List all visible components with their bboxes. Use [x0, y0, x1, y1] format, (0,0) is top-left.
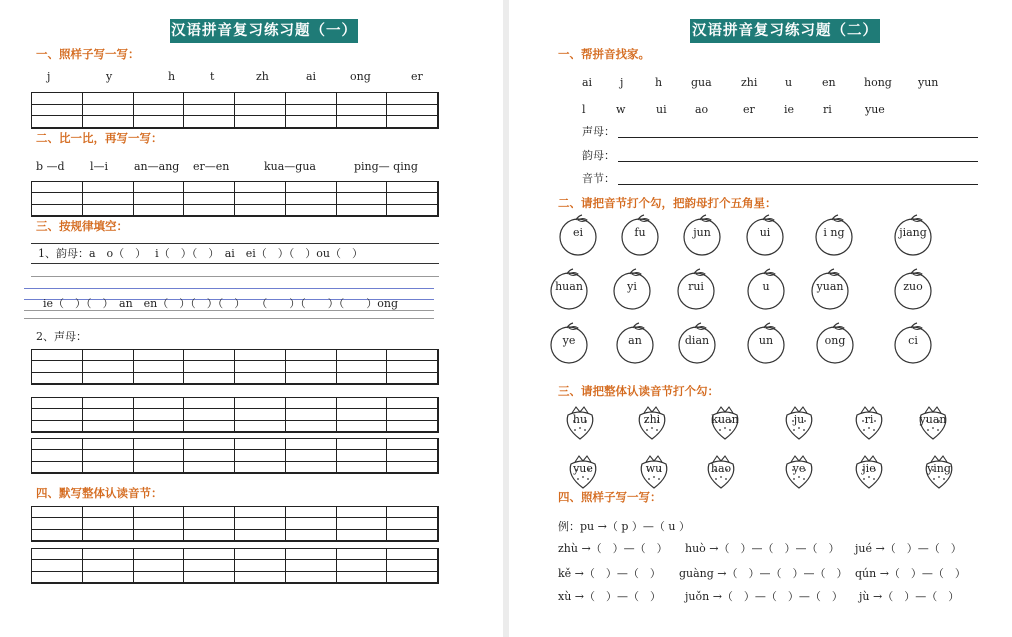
section-2-heading: 二、比一比，再写一写： [36, 131, 163, 145]
strawberry-syllable-card[interactable] [703, 452, 739, 488]
syllable-text: kuan [711, 413, 739, 426]
letter: zh [256, 70, 269, 83]
worksheet-page-2 [509, 0, 1012, 637]
syllable-text: zuo [903, 280, 923, 293]
section-2-heading: 二、请把音节打个勾，把韵母打个五角星： [558, 196, 777, 210]
syllable: j [620, 76, 624, 89]
syllable-text: yuan [919, 413, 947, 426]
syllable-text: ju [793, 413, 805, 426]
ruled-line [24, 288, 434, 289]
syllable-text: dian [684, 334, 710, 347]
writing-grid[interactable] [31, 548, 439, 584]
strawberry-syllable-card[interactable] [921, 452, 957, 488]
pair-text: an—ang [134, 160, 180, 173]
pattern-line-2: ie（ ）（ ） an en（ ）（ ）（ ） （ ）（ ）（ ）ong [43, 297, 399, 310]
apple-syllable-card[interactable] [677, 322, 717, 362]
syllable-text: an [628, 334, 642, 347]
syllable: gua [691, 76, 712, 89]
syllable-text: yue [573, 462, 593, 475]
syllable: ai [582, 76, 593, 89]
page-title: 汉语拼音复习练习题（二） [690, 19, 880, 43]
apple-syllable-card[interactable] [745, 214, 785, 254]
section-4-heading: 四、照样子写一写： [558, 490, 662, 504]
syllable: yue [865, 103, 885, 116]
pair-text: b —d [36, 160, 65, 173]
ruled-line [31, 276, 439, 277]
writing-grid[interactable] [31, 397, 439, 433]
apple-syllable-card[interactable] [814, 214, 854, 254]
worksheet-page-1 [0, 0, 503, 637]
apple-syllable-card[interactable] [893, 268, 933, 308]
example-row: 例：pu →（ p ）—（ u ） [558, 520, 690, 533]
writing-grid[interactable] [31, 181, 439, 217]
strawberry-syllable-card[interactable] [636, 452, 672, 488]
letter: j [47, 70, 51, 83]
split-exercise[interactable]: zhù →（ ）—（ ） [558, 542, 668, 555]
page-title: 汉语拼音复习练习题（一） [170, 19, 358, 43]
split-exercise[interactable]: huò →（ ）—（ ）—（ ） [685, 542, 840, 555]
syllable-text: huan [555, 280, 583, 293]
strawberry-syllable-card[interactable] [781, 403, 817, 439]
split-exercise[interactable]: guàng →（ ）—（ ）—（ ） [679, 567, 848, 580]
syllable-text: ei [572, 226, 584, 239]
question-2-label: 2、声母： [36, 330, 87, 343]
apple-syllable-card[interactable] [615, 322, 655, 362]
section-4-heading: 四、默写整体认读音节： [36, 486, 163, 500]
writing-grid[interactable] [31, 506, 439, 542]
writing-grid[interactable] [31, 349, 439, 385]
syllable-text: u [762, 280, 770, 293]
strawberry-syllable-card[interactable] [565, 452, 601, 488]
syllable-text: jie [862, 462, 876, 475]
syllable: hong [864, 76, 892, 89]
split-exercise[interactable]: jué →（ ）—（ ） [855, 542, 962, 555]
syllable-text: hu [572, 413, 588, 426]
apple-syllable-card[interactable] [558, 214, 598, 254]
letter: ong [350, 70, 371, 83]
apple-syllable-card[interactable] [746, 268, 786, 308]
strawberry-syllable-card[interactable] [562, 403, 598, 439]
syllable-text: ye [792, 462, 806, 475]
syllable: ui [656, 103, 667, 116]
letter: t [210, 70, 215, 83]
syllable: ie [784, 103, 795, 116]
syllable-text: i ng [823, 226, 845, 239]
answer-label: 音节： [582, 172, 615, 185]
syllable: zhi [741, 76, 758, 89]
syllable-text: fu [634, 226, 646, 239]
syllable: w [616, 103, 626, 116]
letter: ai [306, 70, 317, 83]
section-1-heading: 一、帮拼音找家。 [558, 47, 650, 61]
section-3-heading: 三、按规律填空： [36, 219, 128, 233]
strawberry-syllable-card[interactable] [851, 403, 887, 439]
split-exercise[interactable]: xù →（ ）—（ ） [558, 590, 662, 603]
split-exercise[interactable]: juǒn →（ ）—（ ）—（ ） [685, 590, 843, 603]
apple-syllable-card[interactable] [676, 268, 716, 308]
split-exercise[interactable]: qún →（ ）—（ ） [855, 567, 966, 580]
writing-grid[interactable] [31, 438, 439, 474]
apple-syllable-card[interactable] [893, 322, 933, 362]
split-exercise[interactable]: jù →（ ）—（ ） [859, 590, 960, 603]
syllable-text: zhi [643, 413, 661, 426]
syllable: en [822, 76, 836, 89]
syllable: ri [823, 103, 832, 116]
ruled-line [24, 318, 434, 319]
syllable-text: yi [627, 280, 637, 293]
apple-syllable-card[interactable] [682, 214, 722, 254]
answer-label: 韵母： [582, 149, 615, 162]
syllable-text: jiang [899, 226, 927, 239]
pair-text: ping— qing [354, 160, 418, 173]
apple-syllable-card[interactable] [549, 268, 589, 308]
apple-syllable-card[interactable] [620, 214, 660, 254]
answer-line[interactable] [618, 161, 978, 162]
syllable-text: jun [693, 226, 711, 239]
syllable: u [785, 76, 793, 89]
syllable: ao [695, 103, 709, 116]
syllable: er [743, 103, 755, 116]
pair-text: l—i [90, 160, 109, 173]
letter: er [411, 70, 423, 83]
syllable: yun [918, 76, 939, 89]
pattern-line-1: 1、韵母：a o（ ） i（ ）（ ） ai ei（ ）（ ）ou（ ） [38, 247, 364, 260]
syllable-text: rui [688, 280, 704, 293]
answer-line[interactable] [618, 137, 978, 138]
apple-syllable-card[interactable] [549, 322, 589, 362]
apple-syllable-card[interactable] [810, 268, 850, 308]
syllable-text: ui [759, 226, 771, 239]
strawberry-syllable-card[interactable] [634, 403, 670, 439]
syllable: h [655, 76, 663, 89]
syllable-text: ci [908, 334, 918, 347]
syllable-text: hao [710, 462, 732, 475]
letter: y [106, 70, 113, 83]
answer-label: 声母： [582, 125, 615, 138]
syllable: l [582, 103, 586, 116]
strawberry-syllable-card[interactable] [781, 452, 817, 488]
pair-text: er—en [193, 160, 230, 173]
split-exercise[interactable]: kě →（ ）—（ ） [558, 567, 661, 580]
strawberry-syllable-card[interactable] [851, 452, 887, 488]
ruled-line [31, 243, 439, 244]
ruled-line [31, 263, 439, 264]
apple-syllable-card[interactable] [746, 322, 786, 362]
syllable-text: wu [645, 462, 663, 475]
strawberry-syllable-card[interactable] [915, 403, 951, 439]
pair-text: kua—gua [264, 160, 316, 173]
syllable-text: ong [824, 334, 846, 347]
letter: h [168, 70, 176, 83]
syllable-text: ri [864, 413, 874, 426]
syllable-text: yuan [816, 280, 844, 293]
strawberry-syllable-card[interactable] [707, 403, 743, 439]
apple-syllable-card[interactable] [815, 322, 855, 362]
apple-syllable-card[interactable] [612, 268, 652, 308]
syllable-text: un [758, 334, 774, 347]
writing-grid[interactable] [31, 92, 439, 129]
answer-line[interactable] [618, 184, 978, 185]
apple-syllable-card[interactable] [893, 214, 933, 254]
syllable-text: ye [562, 334, 576, 347]
section-3-heading: 三、请把整体认读音节打个勾： [558, 384, 719, 398]
section-1-heading: 一、照样子写一写： [36, 47, 140, 61]
syllable-text: ying [927, 462, 951, 475]
